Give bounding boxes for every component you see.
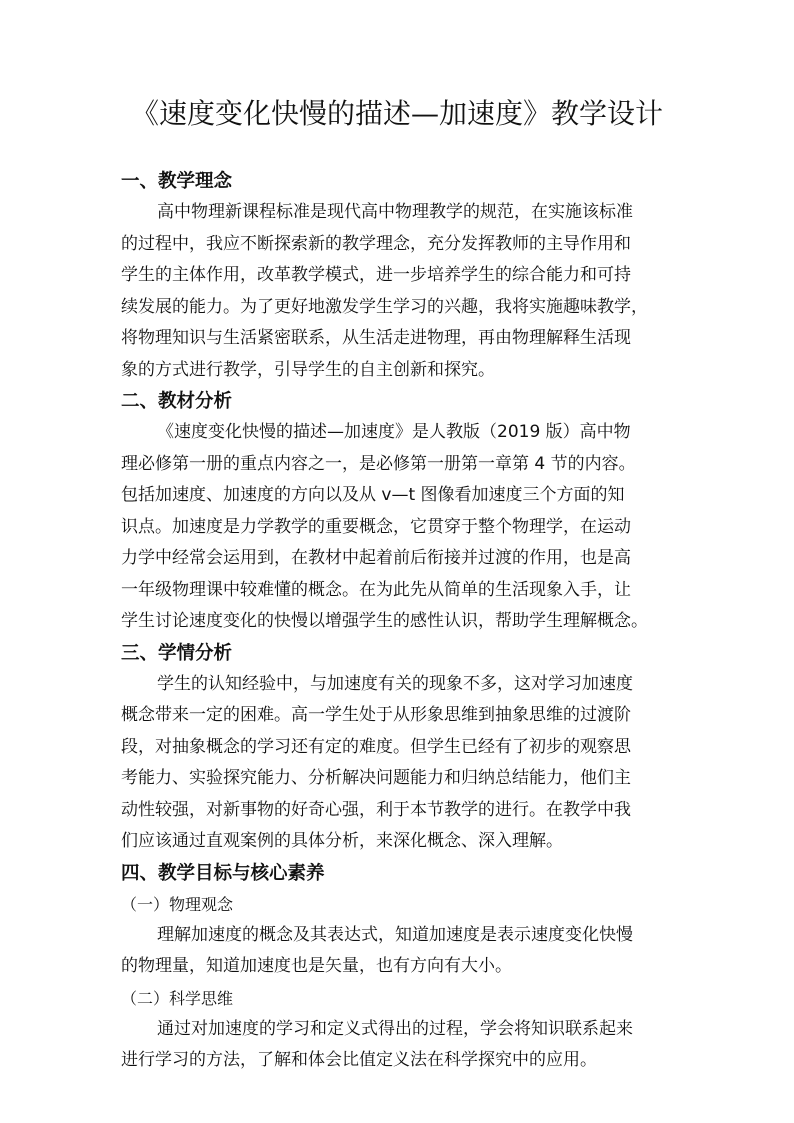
paragraph-line: 理必修第一册的重点内容之一，是必修第一册第一章第 4 节的内容。 — [121, 453, 636, 474]
paragraph-line: 学生的主体作用，改革教学模式，进一步培养学生的综合能力和可持 — [121, 265, 631, 285]
paragraph-scientific-thinking — [121, 1014, 677, 1077]
paragraph-line: 《速度变化快慢的描述—加速度》是人教版（2019 版）高中物 — [157, 422, 631, 442]
section-heading-teaching-goals: 四、教学目标与核心素养 — [121, 862, 325, 884]
paragraph-line: 高中物理新课程标准是现代高中物理教学的规范，在实施该标准 — [157, 202, 633, 222]
section-heading-textbook-analysis: 二、教材分析 — [121, 391, 233, 412]
paragraph-textbook-analysis — [121, 417, 677, 638]
paragraph-student-analysis — [121, 669, 677, 858]
document-body — [121, 166, 677, 1077]
paragraph-physics-concept — [121, 920, 677, 983]
subsection-heading-scientific-thinking: （二）科学思维 — [121, 988, 234, 1008]
paragraph-line: 动性较强，对新事物的好奇心强，利于本节教学的进行。在教学中我 — [121, 799, 631, 820]
paragraph-line: 学生讨论速度变化的快慢以增强学生的感性认识，帮助学生理解概念。 — [121, 611, 648, 631]
paragraph-line: 通过对加速度的学习和定义式得出的过程，学会将知识联系起来 — [157, 1018, 633, 1039]
paragraph-line: 理解加速度的概念及其表达式，知道加速度是表示速度变化快慢 — [157, 924, 633, 945]
paragraph-line: 将物理知识与生活紧密联系，从生活走进物理，再由物理解释生活现 — [121, 328, 631, 348]
paragraph-line: 一年级物理课中较难懂的概念。在为此先从简单的生活现象入手，让 — [121, 579, 631, 600]
paragraph-line: 进行学习的方法，了解和体会比值定义法在科学探究中的应用。 — [121, 1050, 597, 1070]
paragraph-line: 续发展的能力。为了更好地激发学生学习的兴趣，我将实施趣味教学， — [121, 296, 648, 317]
document-title: 《速度变化快慢的描述—加速度》教学设计 — [130, 97, 663, 130]
subsection-heading-physics-concept: （一）物理观念 — [121, 894, 234, 914]
paragraph-line: 概念带来一定的困难。高一学生处于从形象思维到抽象思维的过渡阶 — [121, 705, 631, 725]
section-heading-student-analysis: 三、学情分析 — [121, 642, 233, 664]
paragraph-line: 段，对抽象概念的学习还有定的难度。但学生已经有了初步的观察思 — [121, 736, 631, 757]
paragraph-line: 包括加速度、加速度的方向以及从 v—t 图像看加速度三个方面的知 — [121, 485, 625, 505]
paragraph-line: 识点。加速度是力学教学的重要概念，它贯穿于整个物理学，在运动 — [121, 516, 631, 537]
paragraph-line: 学生的认知经验中，与加速度有关的现象不多，这对学习加速度 — [157, 673, 633, 694]
section-heading-teaching-philosophy: 一、教学理念 — [121, 171, 233, 192]
paragraph-line: 的物理量，知道加速度也是矢量，也有方向有大小。 — [121, 956, 512, 976]
paragraph-line: 考能力、实验探究能力、分析解决问题能力和归纳总结能力，他们主 — [121, 768, 631, 788]
paragraph-teaching-philosophy — [121, 197, 677, 386]
paragraph-line: 象的方式进行教学，引导学生的自主创新和探究。 — [121, 359, 495, 380]
paragraph-line: 力学中经常会运用到，在教材中起着前后衔接并过渡的作用，也是高 — [121, 548, 631, 568]
paragraph-line: 们应该通过直观案例的具体分析，来深化概念、深入理解。 — [121, 831, 563, 851]
paragraph-line: 的过程中，我应不断探索新的教学理念，充分发挥教师的主导作用和 — [121, 233, 631, 254]
